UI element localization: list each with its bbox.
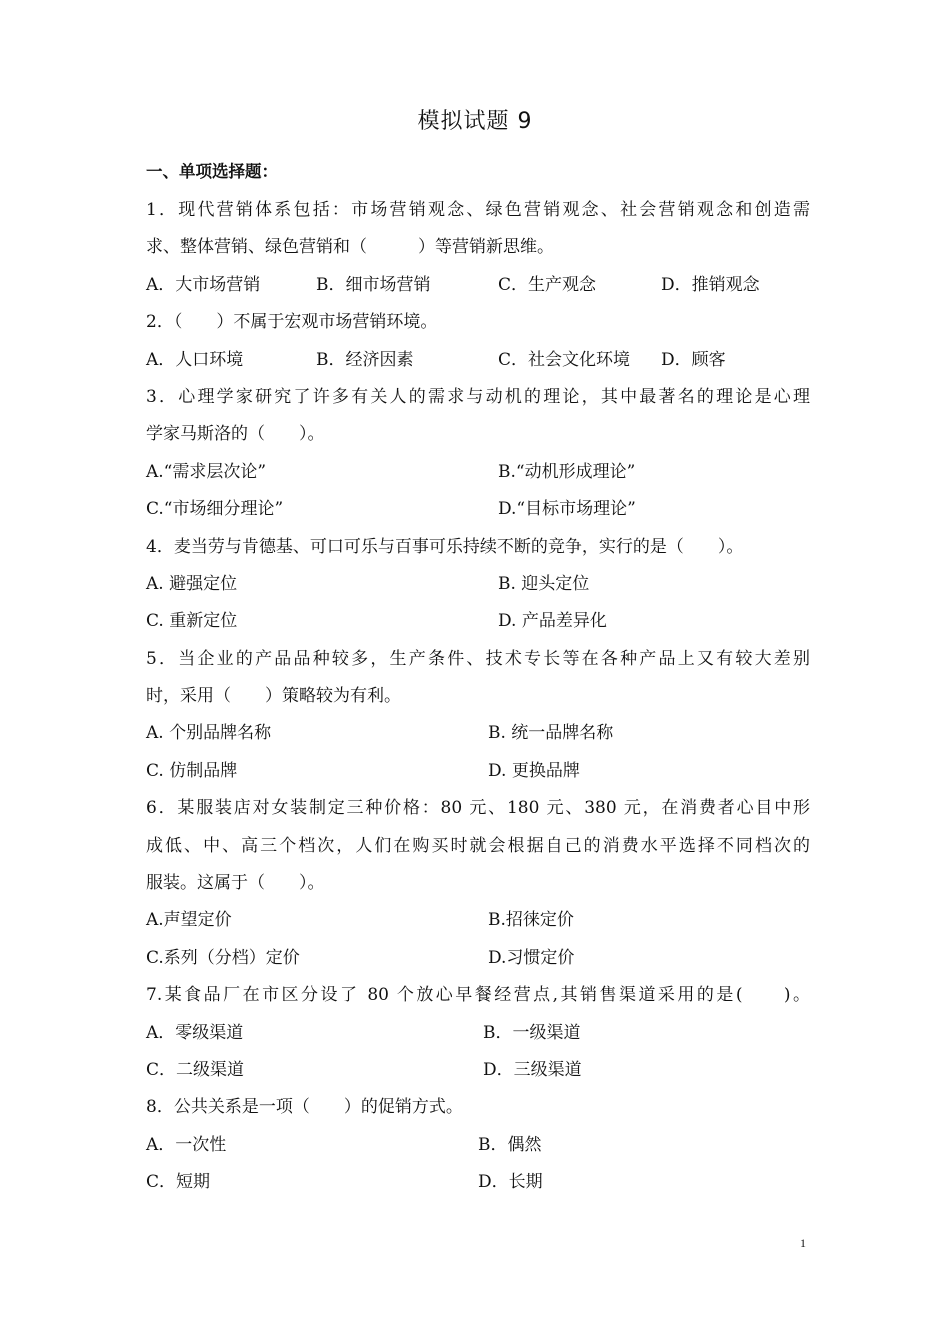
option-d: D. 更换品牌 — [488, 760, 580, 781]
question-stem: 6．某服装店对女装制定三种价格：80 元、180 元、380 元，在消费者心目中形 — [146, 798, 810, 819]
question-list — [146, 192, 810, 1202]
option-b: B．偶然 — [478, 1134, 542, 1155]
question-stem: 服装。这属于（ ）。 — [146, 873, 325, 894]
option-d: D．推销观念 — [661, 274, 760, 295]
option-c: C.系列（分档）定价 — [146, 947, 300, 968]
option-d: D.“目标市场理论” — [498, 499, 636, 520]
option-row — [146, 342, 810, 379]
option-b: B．细市场营销 — [316, 274, 431, 295]
option-row — [146, 753, 810, 790]
option-a: A.“需求层次论” — [146, 461, 267, 482]
option-b: B.“动机形成理论” — [498, 461, 636, 482]
option-row — [146, 1052, 810, 1089]
question-stem: 时，采用（ ）策略较为有利。 — [146, 686, 401, 707]
option-b: B. 统一品牌名称 — [488, 723, 614, 744]
question-stem: 求、整体营销、绿色营销和（ ）等营销新思维。 — [146, 237, 554, 258]
option-c: C．二级渠道 — [146, 1059, 245, 1080]
question-stem: 1．现代营销体系包括：市场营销观念、绿色营销观念、社会营销观念和创造需 — [146, 200, 810, 220]
option-c: C. 重新定位 — [146, 611, 238, 632]
option-d: D. 产品差异化 — [498, 611, 607, 632]
option-c: C. 仿制品牌 — [146, 760, 238, 781]
question-stem: 5．当企业的产品品种较多，生产条件、技术专长等在各种产品上又有较大差别 — [146, 648, 810, 669]
question-stem: 7.某食品厂在市区分设了 80 个放心早餐经营点,其销售渠道采用的是( )。 — [146, 985, 810, 1006]
question-stem: 4．麦当劳与肯德基、可口可乐与百事可乐持续不断的竞争，实行的是（ ）。 — [146, 536, 744, 557]
option-row — [146, 566, 810, 603]
option-row — [146, 491, 810, 528]
option-d: D．三级渠道 — [483, 1059, 582, 1080]
page-number: 1 — [800, 1236, 806, 1250]
question-stem: 成低、中、高三个档次，人们在购买时就会根据自己的消费水平选择不同档次的 — [146, 835, 810, 856]
option-row — [146, 1127, 810, 1164]
option-a: A．一次性 — [146, 1134, 227, 1155]
option-row — [146, 1164, 810, 1201]
question-stem: 8．公共关系是一项（ ）的促销方式。 — [146, 1097, 463, 1118]
option-b: B.招徕定价 — [488, 910, 574, 931]
option-c: C．生产观念 — [498, 274, 597, 295]
option-c: C．短期 — [146, 1172, 211, 1193]
option-d: D．长期 — [478, 1172, 543, 1193]
question-stem: 2．（ ）不属于宏观市场营销环境。 — [146, 312, 438, 333]
option-b: B．经济因素 — [316, 349, 414, 370]
option-row — [146, 902, 810, 939]
option-row — [146, 603, 810, 640]
option-a: A．人口环境 — [146, 349, 244, 370]
option-row — [146, 940, 810, 977]
option-a: A．大市场营销 — [146, 274, 261, 295]
question-stem: 学家马斯洛的（ ）。 — [146, 424, 325, 445]
option-d: D．顾客 — [661, 349, 726, 370]
option-b: B．一级渠道 — [483, 1022, 581, 1043]
question-stem: 3．心理学家研究了许多有关人的需求与动机的理论，其中最著名的理论是心理 — [146, 386, 810, 407]
option-a: A．零级渠道 — [146, 1022, 244, 1043]
option-a: A. 避强定位 — [146, 573, 238, 594]
option-row — [146, 454, 810, 491]
option-a: A. 个别品牌名称 — [146, 723, 272, 744]
option-b: B. 迎头定位 — [498, 573, 590, 594]
option-c: C.“市场细分理论” — [146, 499, 284, 520]
page-title: 模拟试题 9 — [417, 109, 533, 134]
section-heading: 一、单项选择题： — [146, 162, 278, 181]
option-row — [146, 1015, 810, 1052]
option-row — [146, 267, 810, 304]
option-d: D.习惯定价 — [488, 947, 575, 968]
option-a: A.声望定价 — [146, 910, 232, 931]
option-c: C．社会文化环境 — [498, 349, 631, 370]
option-row — [146, 715, 810, 752]
